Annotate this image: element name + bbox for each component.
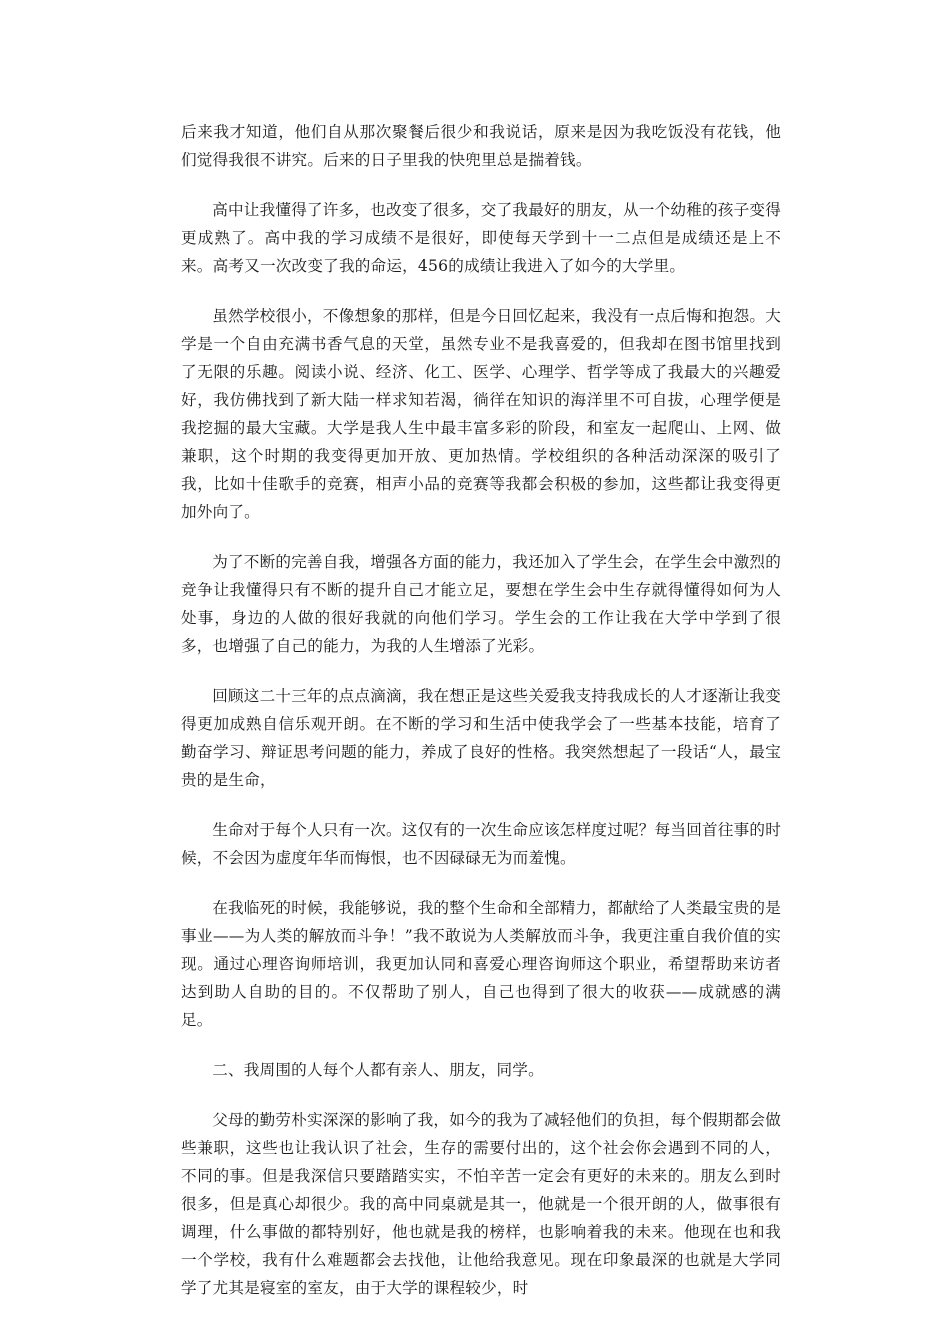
paragraph-7: 在我临死的时候，我能够说，我的整个生命和全部精力，都献给了人类最宝贵的是事业——为人类的解放而斗争！”我不敢说为人类解放而斗争，我更注重自我价值的实现。通过心理咨询师培训，我更加认同和喜爱心理咨询师这个职业，希望帮助来访者达到助人自助的目的。不仅帮助了别人，自己也得到了很大的收获——成就感的满足。: [181, 899, 781, 1029]
paragraph-3: 虽然学校很小，不像想象的那样，但是今日回忆起来，我没有一点后悔和抱怨。大学是一个自由充满书香气息的天堂，虽然专业不是我喜爱的，但我却在图书馆里找到了无限的乐趣。阅读小说、经济、化工、医学、心理学、哲学等成了我最大的兴趣爱好，我仿佛找到了新大陆一样求知若渴，徜徉在知识的海洋里不可自拔，心理学便是我挖掘的最大宝藏。大学是我人生中最丰富多彩的阶段，和室友一起爬山、上网、做兼职，这个时期的我变得更加开放、更加热情。学校组织的各种活动深深的吸引了我，比如十佳歌手的竞赛，相声小品的竞赛等我都会积极的参加，这些都让我变得更加外向了。: [181, 307, 781, 521]
section-heading: 二、我周围的人每个人都有亲人、朋友，同学。: [212, 1061, 544, 1079]
paragraph-2: 高中让我懂得了许多，也改变了很多，交了我最好的朋友，从一个幼稚的孩子变得更成熟了。高中我的学习成绩不是很好，即使每天学到十一二点但是成绩还是上不来。高考又一次改变了我的命运，456的成绩让我进入了如今的大学里。: [181, 201, 781, 275]
paragraph-8: 父母的勤劳朴实深深的影响了我，如今的我为了减轻他们的负担，每个假期都会做些兼职，这些也让我认识了社会，生存的需要付出的，这个社会你会遇到不同的人，不同的事。但是我深信只要踏踏实实，不怕辛苦一定会有更好的未来的。朋友么到时很多，但是真心却很少。我的高中同桌就是其一，他就是一个很开朗的人，做事很有调理，什么事做的都特别好，他也就是我的榜样，也影响着我的未来。他现在也和我一个学校，我有什么难题都会去找他，让他给我意见。现在印象最深的也就是大学同学了尤其是寝室的室友，由于大学的课程较少，时: [181, 1111, 781, 1297]
paragraph-4: 为了不断的完善自我，增强各方面的能力，我还加入了学生会，在学生会中激烈的竞争让我懂得只有不断的提升自己才能立足，要想在学生会中生存就得懂得如何为人处事，身边的人做的很好我就的向他们学习。学生会的工作让我在大学中学到了很多，也增强了自己的能力，为我的人生增添了光彩。: [181, 553, 781, 655]
document-body: [181, 118, 781, 1324]
paragraph-6: 生命对于每个人只有一次。这仅有的一次生命应该怎样度过呢？每当回首往事的时候，不会因为虚度年华而悔恨，也不因碌碌无为而羞愧。: [181, 821, 781, 867]
paragraph-5: 回顾这二十三年的点点滴滴，我在想正是这些关爱我支持我成长的人才逐渐让我变得更加成熟自信乐观开朗。在不断的学习和生活中使我学会了一些基本技能，培育了勤奋学习、辩证思考问题的能力，养成了良好的性格。我突然想起了一段话“人，最宝贵的是生命，: [181, 687, 781, 789]
paragraph-1: 后来我才知道，他们自从那次聚餐后很少和我说话，原来是因为我吃饭没有花钱，他们觉得我很不讲究。后来的日子里我的快兜里总是揣着钱。: [181, 123, 781, 169]
